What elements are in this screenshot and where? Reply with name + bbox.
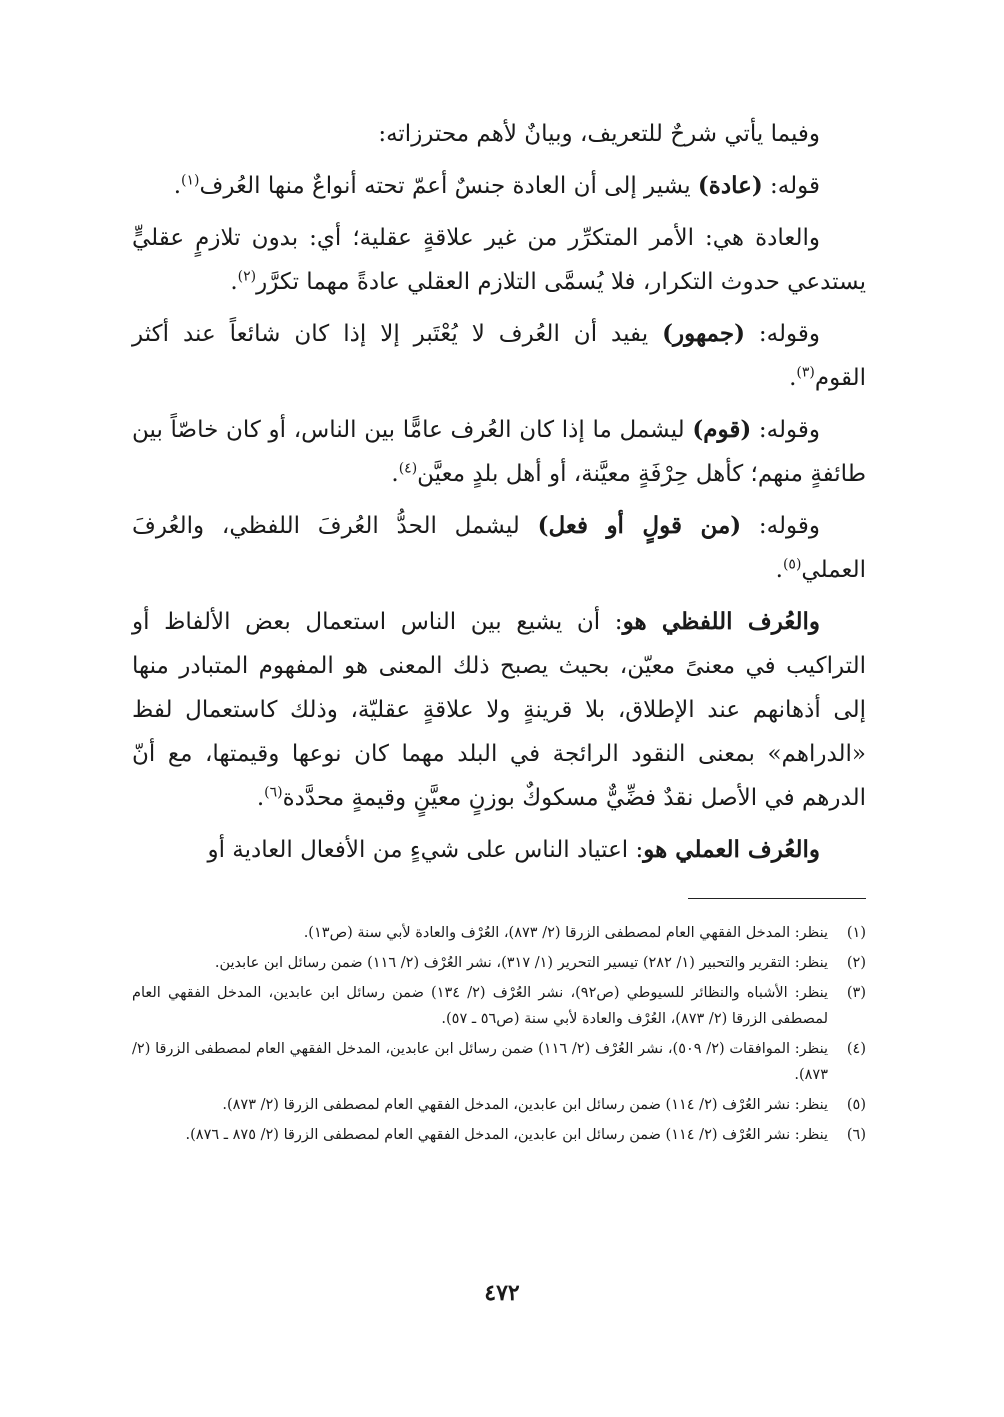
paragraph-adah: [132, 164, 866, 208]
paragraph-qawl-fil: [132, 504, 866, 592]
footnote-text: ينظر: نشر العُرْف (٢/ ١١٤) ضمن رسائل ابن عابدين، المدخل الفقهي العام لمصطفى الزرقا (٢/ ٨٧٣).: [222, 1097, 828, 1113]
footnote: [132, 1122, 866, 1148]
main-text: [132, 112, 866, 872]
paragraph-text: ليشمل الحدُّ العُرفَ اللفظي، والعُرفَ العملي: [132, 513, 866, 583]
paragraph-end: .: [391, 461, 399, 487]
footnote: [132, 1092, 866, 1118]
footnote-ref[interactable]: (٢): [237, 268, 257, 285]
paragraph-text: : أن يشيع بين الناس استعمال بعض الألفاظ أو التراكيب في معنىً معيّن، بحيث يصبح ذلك المعنى هو المفهوم المتبادر منها إلى أذهانهم عند الإطلاق، بلا قرينةٍ ولا علاقةٍ عقليّة، وذلك كاستعمال لفظ «الدراهم» بمعنى النقود الرائجة في البلد مهما كان نوعها وقيمتها، مع أنّ الدرهم في الأصل نقدٌ فضِّيٌّ مسكوكٌ بوزنٍ معيَّنٍ وقيمةٍ محدَّدة: [132, 609, 866, 811]
footnote: [132, 950, 866, 976]
paragraph-text: والعادة هي: الأمر المتكرِّر من غير علاقةٍ عقلية؛ أي: بدون تلازمٍ عقليٍّ يستدعي حدوث التكرار، فلا يُسمَّى التلازم العقلي عادةً مهما تكرَّر: [132, 225, 866, 295]
defined-term: (عادة): [697, 172, 763, 199]
footnotes: [132, 920, 866, 1152]
paragraph-text: يشير إلى أن العادة جنسٌ أعمّ تحته أنواعٌ منها العُرف: [199, 173, 698, 199]
footnote-text: ينظر: الأشباه والنظائر للسيوطي (ص٩٢)، نشر العُرْف (٢/ ١٣٤) ضمن رسائل ابن عابدين، المدخل الفقهي العام لمصطفى الزرقا (٢/ ٨٧٣)، العُرْف والعادة لأبي سنة (ص٥٦ ـ ٥٧).: [132, 985, 828, 1027]
footnote-number: (٦): [846, 1127, 866, 1143]
paragraph-text: وفيما يأتي شرحٌ للتعريف، وبيانٌ لأهم محترزاته:: [378, 121, 820, 147]
paragraph-end: .: [256, 785, 265, 811]
paragraph-end: .: [173, 173, 182, 199]
paragraph-lead: وقوله:: [744, 321, 820, 347]
paragraph-lead: وقوله:: [741, 513, 820, 539]
paragraph-adah-definition: [132, 216, 866, 304]
footnote: [132, 920, 866, 946]
paragraph-lead: قوله:: [762, 173, 820, 199]
paragraph-end: .: [789, 365, 797, 391]
paragraph-text: : اعتياد الناس على شيءٍ من الأفعال العادية أو: [207, 837, 644, 863]
footnote-number: (١): [846, 925, 866, 941]
paragraph-urf-lafzi: [132, 600, 866, 820]
defined-term: والعُرف العملي هو: [643, 836, 820, 863]
footnote-ref[interactable]: (٣): [796, 364, 815, 381]
defined-term: (من قولٍ أو فعل): [537, 512, 742, 539]
paragraph-end: .: [230, 269, 238, 295]
footnote-number: (٥): [846, 1097, 866, 1113]
footnote: [132, 1036, 866, 1088]
footnote-ref[interactable]: (٤): [398, 460, 418, 477]
footnote-text: ينظر: الموافقات (٢/ ٥٠٩)، نشر العُرْف (٢/ ١١٦) ضمن رسائل ابن عابدين، المدخل الفقهي العام لمصطفى الزرقا (٢/ ٨٧٣).: [132, 1041, 828, 1083]
footnote-number: (٤): [846, 1041, 866, 1057]
paragraph-lead: وقوله:: [751, 417, 820, 443]
defined-term: والعُرف اللفظي هو: [622, 608, 820, 635]
paragraph-urf-amali: [132, 828, 866, 872]
paragraph-jumhur: [132, 312, 866, 400]
paragraph-end: .: [775, 557, 783, 583]
footnote-ref[interactable]: (١): [181, 172, 200, 189]
defined-term: (جمهور): [662, 320, 745, 347]
footnote-text: ينظر: التقرير والتحبير (١/ ٢٨٢) تيسير التحرير (١/ ٣١٧)، نشر العُرْف (٢/ ١١٦) ضمن رسائل ابن عابدين.: [214, 955, 828, 971]
paragraph-qawm: [132, 408, 866, 496]
footnote-ref[interactable]: (٥): [782, 556, 802, 573]
paragraph-text: يفيد أن العُرف لا يُعْتَبر إلا إذا كان شائعاً عند أكثر القوم: [132, 321, 866, 391]
footnote: [132, 980, 866, 1032]
footnote-ref[interactable]: (٦): [264, 784, 283, 801]
footnote-separator: [688, 898, 866, 899]
footnote-text: ينظر: المدخل الفقهي العام لمصطفى الزرقا (٢/ ٨٧٣)، العُرْف والعادة لأبي سنة (ص١٣).: [303, 925, 828, 941]
paragraph-intro: [132, 112, 866, 156]
page-number: ٤٧٢: [484, 1280, 520, 1306]
footnote-text: ينظر: نشر العُرْف (٢/ ١١٤) ضمن رسائل ابن عابدين، المدخل الفقهي العام لمصطفى الزرقا (٢/ ٨٧٥ ـ ٨٧٦).: [185, 1127, 828, 1143]
footnote-number: (٢): [846, 955, 866, 971]
paragraph-text: ليشمل ما إذا كان العُرف عامًّا بين الناس، أو كان خاصّاً بين طائفةٍ منهم؛ كأهل حِرْفَةٍ معيَّنة، أو أهل بلدٍ معيَّن: [132, 417, 866, 487]
defined-term: (قوم): [692, 416, 752, 443]
footnote-number: (٣): [846, 985, 866, 1001]
